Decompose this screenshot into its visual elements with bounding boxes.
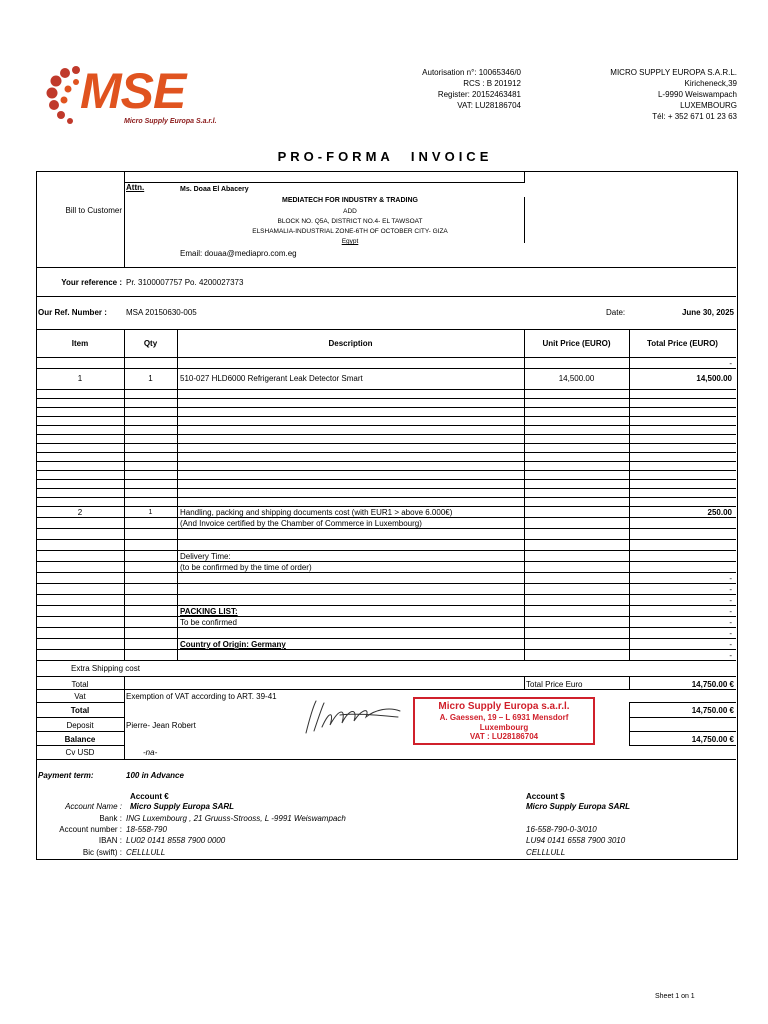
table-row-line [36, 434, 736, 435]
registry-line: Autorisation n°: 10065346/0 [422, 68, 521, 77]
table-row-line [36, 539, 736, 540]
stamp-line: VAT : LU28186704 [469, 732, 539, 741]
our-ref-value: MSA 20150630-005 [126, 308, 197, 317]
balance-label: Balance [64, 735, 96, 744]
reference-value: Pr. 3100007757 Po. 4200027373 [126, 278, 244, 287]
stamp-line: Micro Supply Europa s.a.r.l. [438, 701, 570, 712]
signature-icon [300, 697, 405, 739]
sheet-number: Sheet 1 on 1 [655, 993, 695, 1000]
row-item: 2 [77, 508, 83, 517]
registry-info [380, 67, 521, 111]
stamp-line: A. Gaessen, 19 – L 6931 Mensdorf [439, 713, 569, 722]
cv-usd-label: Cv USD [65, 748, 95, 757]
iban-label: IBAN : [98, 836, 122, 845]
payment-term-value: 100 in Advance [126, 771, 184, 780]
deposit-text: Pierre- Jean Robert [126, 721, 196, 730]
total-label: Total [71, 680, 89, 689]
table-row-line [36, 506, 736, 507]
address-line: LUXEMBOURG [680, 101, 737, 110]
row-description: To be confirmed [180, 618, 237, 627]
registry-line: Register: 20152463481 [437, 90, 521, 99]
row-description: Handling, packing and shipping documents cost (with EUR1 > above 6.000€) [180, 508, 453, 517]
bic-label: Bic (swift) : [82, 848, 122, 857]
table-row-line [36, 425, 736, 426]
country-of-origin: Country of Origin: Germany [180, 640, 286, 649]
address-line: Tél: + 352 671 01 23 63 [652, 112, 737, 121]
company-logo [46, 62, 246, 132]
address-line: L-9990 Weiswampach [657, 90, 737, 99]
header-description: Description [328, 339, 373, 348]
packing-list-label: PACKING LIST: [180, 607, 238, 616]
row-description: Delivery Time: [180, 552, 231, 561]
eur-bic: CELLLULL [126, 848, 166, 857]
table-row-line [36, 572, 736, 573]
vat-text: Exemption of VAT according to ART. 39-41 [126, 692, 277, 701]
eur-account-number: 18-558-790 [126, 825, 167, 834]
table-row-line [36, 479, 736, 480]
deposit-label: Deposit [66, 721, 94, 730]
row-description: (to be confirmed by the time of order) [180, 563, 312, 572]
registry-line: RCS : B 201912 [463, 79, 521, 88]
row-item: 1 [77, 374, 83, 383]
table-row-line [36, 357, 736, 358]
row-total: 14,500.00 [696, 374, 732, 383]
table-row-line [36, 550, 736, 551]
address-line: MICRO SUPPLY EUROPA S.A.R.L. [610, 68, 737, 77]
address-line: Kiricheneck,39 [684, 79, 737, 88]
customer-line: ELSHAMALIA-INDUSTRIAL ZONE-6TH OF OCTOBER CITY- GIZA [252, 228, 448, 235]
our-ref-label: Our Ref. Number : [38, 308, 107, 317]
row-total: - [729, 651, 732, 660]
customer-line: ADD [343, 208, 357, 215]
row-total: 250.00 [707, 508, 732, 517]
balance-value: 14,750.00 € [691, 735, 734, 744]
header-item: Item [71, 339, 89, 348]
payment-term-label: Payment term: [38, 771, 94, 780]
reference-label: Your reference : [61, 278, 122, 287]
total-price-label: Total Price Euro [526, 680, 583, 689]
usd-account-name: Micro Supply Europa SARL [526, 802, 631, 811]
row-qty: 1 [148, 374, 153, 383]
customer-line: BLOCK NO. Q5A, DISTRICT NO.4- EL TAWSOAT [277, 218, 423, 225]
row-unit-price: 14,500.00 [558, 374, 595, 383]
date-label: Date: [606, 308, 626, 317]
row-qty: 1 [148, 509, 153, 516]
table-row-line [36, 497, 736, 498]
attn-name: Ms. Doaa El Abacery [180, 186, 249, 193]
customer-country: Egypt [341, 238, 359, 245]
header-qty: Qty [143, 339, 158, 348]
row-total: - [729, 359, 732, 368]
table-row-line [36, 488, 736, 489]
usd-iban: LU94 0141 6558 7900 3010 [526, 836, 626, 845]
customer-email[interactable]: Email: douaa@mediapro.com.eg [180, 249, 297, 258]
table-row-line [36, 461, 736, 462]
total2-label: Total [70, 706, 90, 715]
eur-bank: ING Luxembourg , 21 Gruuss-Strooss, L -9991 Weiswampach [126, 814, 346, 823]
bill-to-label: Bill to Customer [65, 206, 122, 215]
extra-shipping-label: Extra Shipping cost [71, 664, 140, 673]
stamp-line: Luxembourg [479, 723, 529, 732]
row-total: - [729, 607, 732, 616]
table-row-line [36, 561, 736, 562]
table-row-line [36, 452, 736, 453]
company-address [560, 67, 737, 122]
eur-iban: LU02 0141 8558 7900 0000 [126, 836, 226, 845]
row-total: - [729, 585, 732, 594]
row-description: (And Invoice certified by the Chamber of Commerce in Luxembourg) [180, 519, 422, 528]
usd-account-title: Account $ [526, 792, 565, 801]
total-price-value: 14,750.00 € [691, 680, 734, 689]
registry-line: VAT: LU28186704 [457, 101, 521, 110]
customer-company: MEDIATECH FOR INDUSTRY & TRADING [282, 197, 418, 204]
row-total: - [729, 574, 732, 583]
usd-account-number: 16-558-790-0-3/010 [526, 825, 597, 834]
cv-usd-value: -na- [143, 748, 158, 757]
eur-account-name: Micro Supply Europa SARL [130, 802, 235, 811]
usd-bic: CELLLULL [526, 848, 566, 857]
row-total: - [729, 640, 732, 649]
row-description: 510-027 HLD6000 Refrigerant Leak Detector Smart [180, 374, 363, 383]
bank-label: Bank : [99, 814, 122, 823]
row-total: - [729, 629, 732, 638]
table-row-line [36, 443, 736, 444]
row-total: - [729, 618, 732, 627]
eur-account-title: Account € [130, 792, 169, 801]
table-row-line [36, 407, 736, 408]
table-row-line [36, 416, 736, 417]
account-name-label: Account Name : [65, 802, 122, 811]
header-unit-price: Unit Price (EURO) [542, 339, 611, 348]
company-stamp [413, 697, 595, 745]
header-total-price: Total Price (EURO) [647, 339, 718, 348]
account-number-label: Account number : [59, 825, 122, 834]
logo-text: MSE [80, 63, 186, 119]
table-row-line [36, 389, 736, 390]
table-column-line [177, 329, 178, 660]
logo-tagline: Micro Supply Europa S.a.r.l. [124, 118, 217, 125]
date-value: June 30, 2025 [681, 308, 734, 317]
table-row-line [36, 470, 736, 471]
table-row-line [36, 398, 736, 399]
total2-value: 14,750.00 € [691, 706, 734, 715]
page-title: PRO-FORMA INVOICE [277, 149, 493, 164]
attn-label: Attn. [126, 183, 145, 192]
row-total: - [729, 596, 732, 605]
vat-label: Vat [74, 692, 86, 701]
